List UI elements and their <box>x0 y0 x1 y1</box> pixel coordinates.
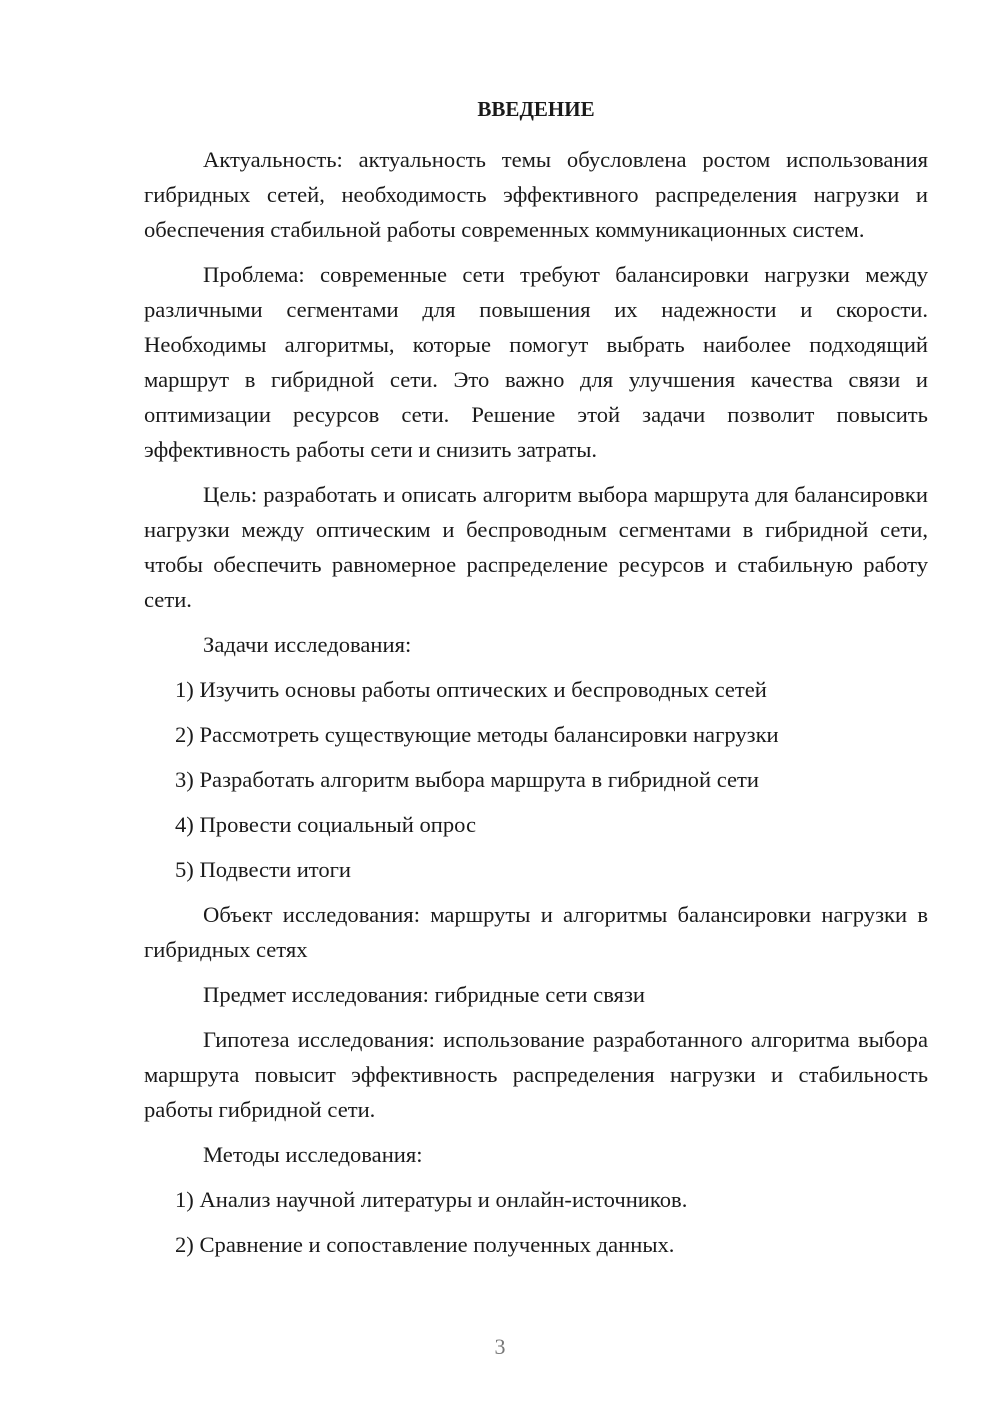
list-item: 1) Изучить основы работы оптических и беспроводных сетей <box>175 677 767 702</box>
list-item: 5) Подвести итоги <box>175 857 352 882</box>
document-page <box>144 92 928 1272</box>
paragraph-relevance: Актуальность: актуальность темы обусловлена ростом использования гибридных сетей, необходимость эффективного распределения нагрузки и обеспечения стабильной работы современных коммуникационных систем. <box>144 147 928 242</box>
paragraph-hypothesis: Гипотеза исследования: использование разработанного алгоритма выбора маршрута повысит эффективность распределения нагрузки и стабильность работы гибридной сети. <box>144 1027 928 1122</box>
list-item: 1) Анализ научной литературы и онлайн-источников. <box>175 1187 688 1212</box>
page-number: 3 <box>494 1334 506 1359</box>
paragraph-goal: Цель: разработать и описать алгоритм выбора маршрута для балансировки нагрузки между оптическим и беспроводным сегментами в гибридной сети, чтобы обеспечить равномерное распределение ресурсов и стабильную работу сети. <box>144 482 928 612</box>
tasks-heading: Задачи исследования: <box>203 632 412 657</box>
list-item: 2) Сравнение и сопоставление полученных данных. <box>175 1232 675 1257</box>
document-title: ВВЕДЕНИЕ <box>477 97 595 121</box>
paragraph-object: Объект исследования: маршруты и алгоритмы балансировки нагрузки в гибридных сетях <box>144 902 928 962</box>
methods-heading: Методы исследования: <box>203 1142 423 1167</box>
paragraph-problem: Проблема: современные сети требуют балансировки нагрузки между различными сегментами для повышения их надежности и скорости. Необходимы алгоритмы, которые помогут выбрать наиболее подходящий маршрут в гибридной сети. Это важно для улучшения качества связи и оптимизации ресурсов сети. Решение этой задачи позволит повысить эффективность работы сети и снизить затраты. <box>144 262 928 462</box>
tasks-list <box>144 672 928 887</box>
list-item: 2) Рассмотреть существующие методы балансировки нагрузки <box>175 722 779 747</box>
list-item: 4) Провести социальный опрос <box>175 812 477 837</box>
paragraph-subject: Предмет исследования: гибридные сети связи <box>203 982 645 1007</box>
list-item: 3) Разработать алгоритм выбора маршрута в гибридной сети <box>175 767 760 792</box>
methods-list <box>144 1182 928 1262</box>
